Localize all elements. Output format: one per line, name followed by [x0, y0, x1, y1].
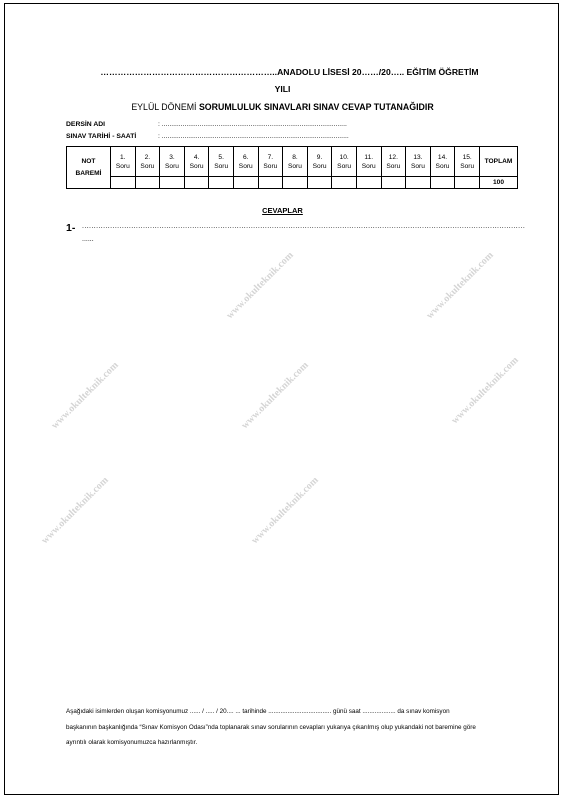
question-number: 14. — [437, 153, 448, 161]
question-number: 3. — [169, 153, 175, 161]
score-cell[interactable] — [332, 177, 357, 189]
total-value: 100 — [480, 177, 518, 189]
question-header-cell — [430, 147, 455, 177]
score-cell[interactable] — [406, 177, 431, 189]
grade-table — [66, 146, 518, 189]
question-header-cell — [283, 147, 308, 177]
grade-row-label — [67, 147, 111, 189]
question-word: Soru — [238, 162, 253, 170]
question-word: Soru — [263, 162, 278, 170]
question-number: 15. — [462, 153, 472, 161]
question-number: 9. — [316, 153, 323, 161]
question-word: Soru — [189, 162, 204, 170]
answers-heading: CEVAPLAR — [262, 206, 303, 215]
question-header-cell — [356, 147, 381, 177]
score-cell[interactable] — [184, 177, 209, 189]
question-number: 11. — [364, 153, 374, 161]
question-1-answer-line[interactable]: ............................................................................................................................................................................................. — [82, 223, 526, 230]
score-cell[interactable] — [135, 177, 160, 189]
question-header-cell — [258, 147, 283, 177]
date-field[interactable]: : ................................................................................................... — [158, 133, 349, 140]
total-label: TOPLAM — [480, 147, 518, 177]
watermark: www.okulteknik.com — [49, 359, 121, 432]
document-subtitle — [0, 102, 565, 112]
question-word: Soru — [214, 162, 229, 170]
question-number: 7. — [267, 153, 274, 161]
question-header-cell — [160, 147, 185, 177]
score-cell[interactable] — [455, 177, 480, 189]
question-header-cell — [209, 147, 234, 177]
question-word: Soru — [115, 162, 130, 170]
question-number: 13. — [413, 153, 423, 161]
question-header-cell — [381, 147, 406, 177]
question-header-cell — [184, 147, 209, 177]
question-number: 10. — [339, 153, 349, 161]
grade-label-line1: NOT — [81, 157, 96, 165]
watermark: www.okulteknik.com — [249, 474, 321, 547]
question-header-cell — [307, 147, 332, 177]
score-cell[interactable] — [160, 177, 185, 189]
question-word: Soru — [435, 162, 450, 170]
watermark: www.okulteknik.com — [449, 354, 521, 427]
question-header-cell — [455, 147, 480, 177]
score-cell[interactable] — [258, 177, 283, 189]
score-cell[interactable] — [283, 177, 308, 189]
score-cell[interactable] — [381, 177, 406, 189]
watermark: www.okulteknik.com — [424, 249, 496, 322]
score-cell[interactable] — [307, 177, 332, 189]
course-label: DERSİN ADI — [66, 121, 106, 128]
question-word: Soru — [287, 162, 302, 170]
document-title-line2: YILI — [274, 84, 291, 94]
question-header-cell — [135, 147, 160, 177]
question-header-cell — [233, 147, 258, 177]
question-number: 12. — [388, 153, 398, 161]
question-word: Soru — [312, 162, 327, 170]
score-cell[interactable] — [111, 177, 136, 189]
course-field[interactable]: : .................................................................................................. — [158, 121, 347, 128]
subtitle-normal: EYLÜL DÖNEMİ — [131, 102, 199, 112]
question-number: 2. — [144, 153, 151, 161]
grade-score-row — [67, 177, 518, 189]
watermark: www.okulteknik.com — [39, 474, 111, 547]
question-word: Soru — [165, 162, 179, 170]
watermark: www.okulteknik.com — [239, 359, 311, 432]
question-word: Soru — [410, 162, 425, 170]
question-word: Soru — [460, 162, 475, 170]
question-header-cell — [111, 147, 136, 177]
grade-label-line2: BAREMİ — [75, 169, 102, 177]
score-cell[interactable] — [356, 177, 381, 189]
question-header-cell — [406, 147, 431, 177]
score-cell[interactable] — [209, 177, 234, 189]
question-word: Soru — [337, 162, 352, 170]
question-number: 8. — [292, 153, 298, 161]
question-number: 6. — [243, 153, 249, 161]
question-1-number: 1- — [66, 222, 76, 234]
question-header-cell — [332, 147, 357, 177]
subtitle-bold: SORUMLULUK SINAVLARI SINAV CEVAP TUTANAĞIDIR — [198, 102, 434, 112]
question-word: Soru — [140, 162, 155, 170]
score-cell[interactable] — [233, 177, 258, 189]
document-title-line1: ……………………………………………………..ANADOLU LİSESİ 20……/20….. EĞİTİM ÖĞRETİM — [100, 67, 479, 77]
question-number: 5. — [218, 153, 224, 161]
question-number: 4. — [193, 153, 200, 161]
score-cell[interactable] — [430, 177, 455, 189]
question-1-continuation: ...... — [82, 236, 94, 243]
commission-statement: Aşağıdaki isimlerden oluşan komisyonumuz ...... / ..... / 20.... ... tarihinde .................................... günü saat ................... da sınav komisyon başkanının başkanlığında “Sınav Komisyon Odası”nda toplanarak sınav sorularının cevapları yukarıya çıkarılmış olup yukandaki not baremine göre ayrıntılı olarak komisyonumuzca hazırlanmıştır. — [66, 708, 476, 746]
question-number: 1. — [120, 153, 126, 161]
question-word: Soru — [361, 162, 376, 170]
watermark: www.okulteknik.com — [224, 249, 296, 322]
grade-header-row — [67, 147, 518, 177]
question-word: Soru — [386, 162, 401, 170]
date-label: SINAV TARİHİ - SAATİ — [66, 133, 137, 140]
